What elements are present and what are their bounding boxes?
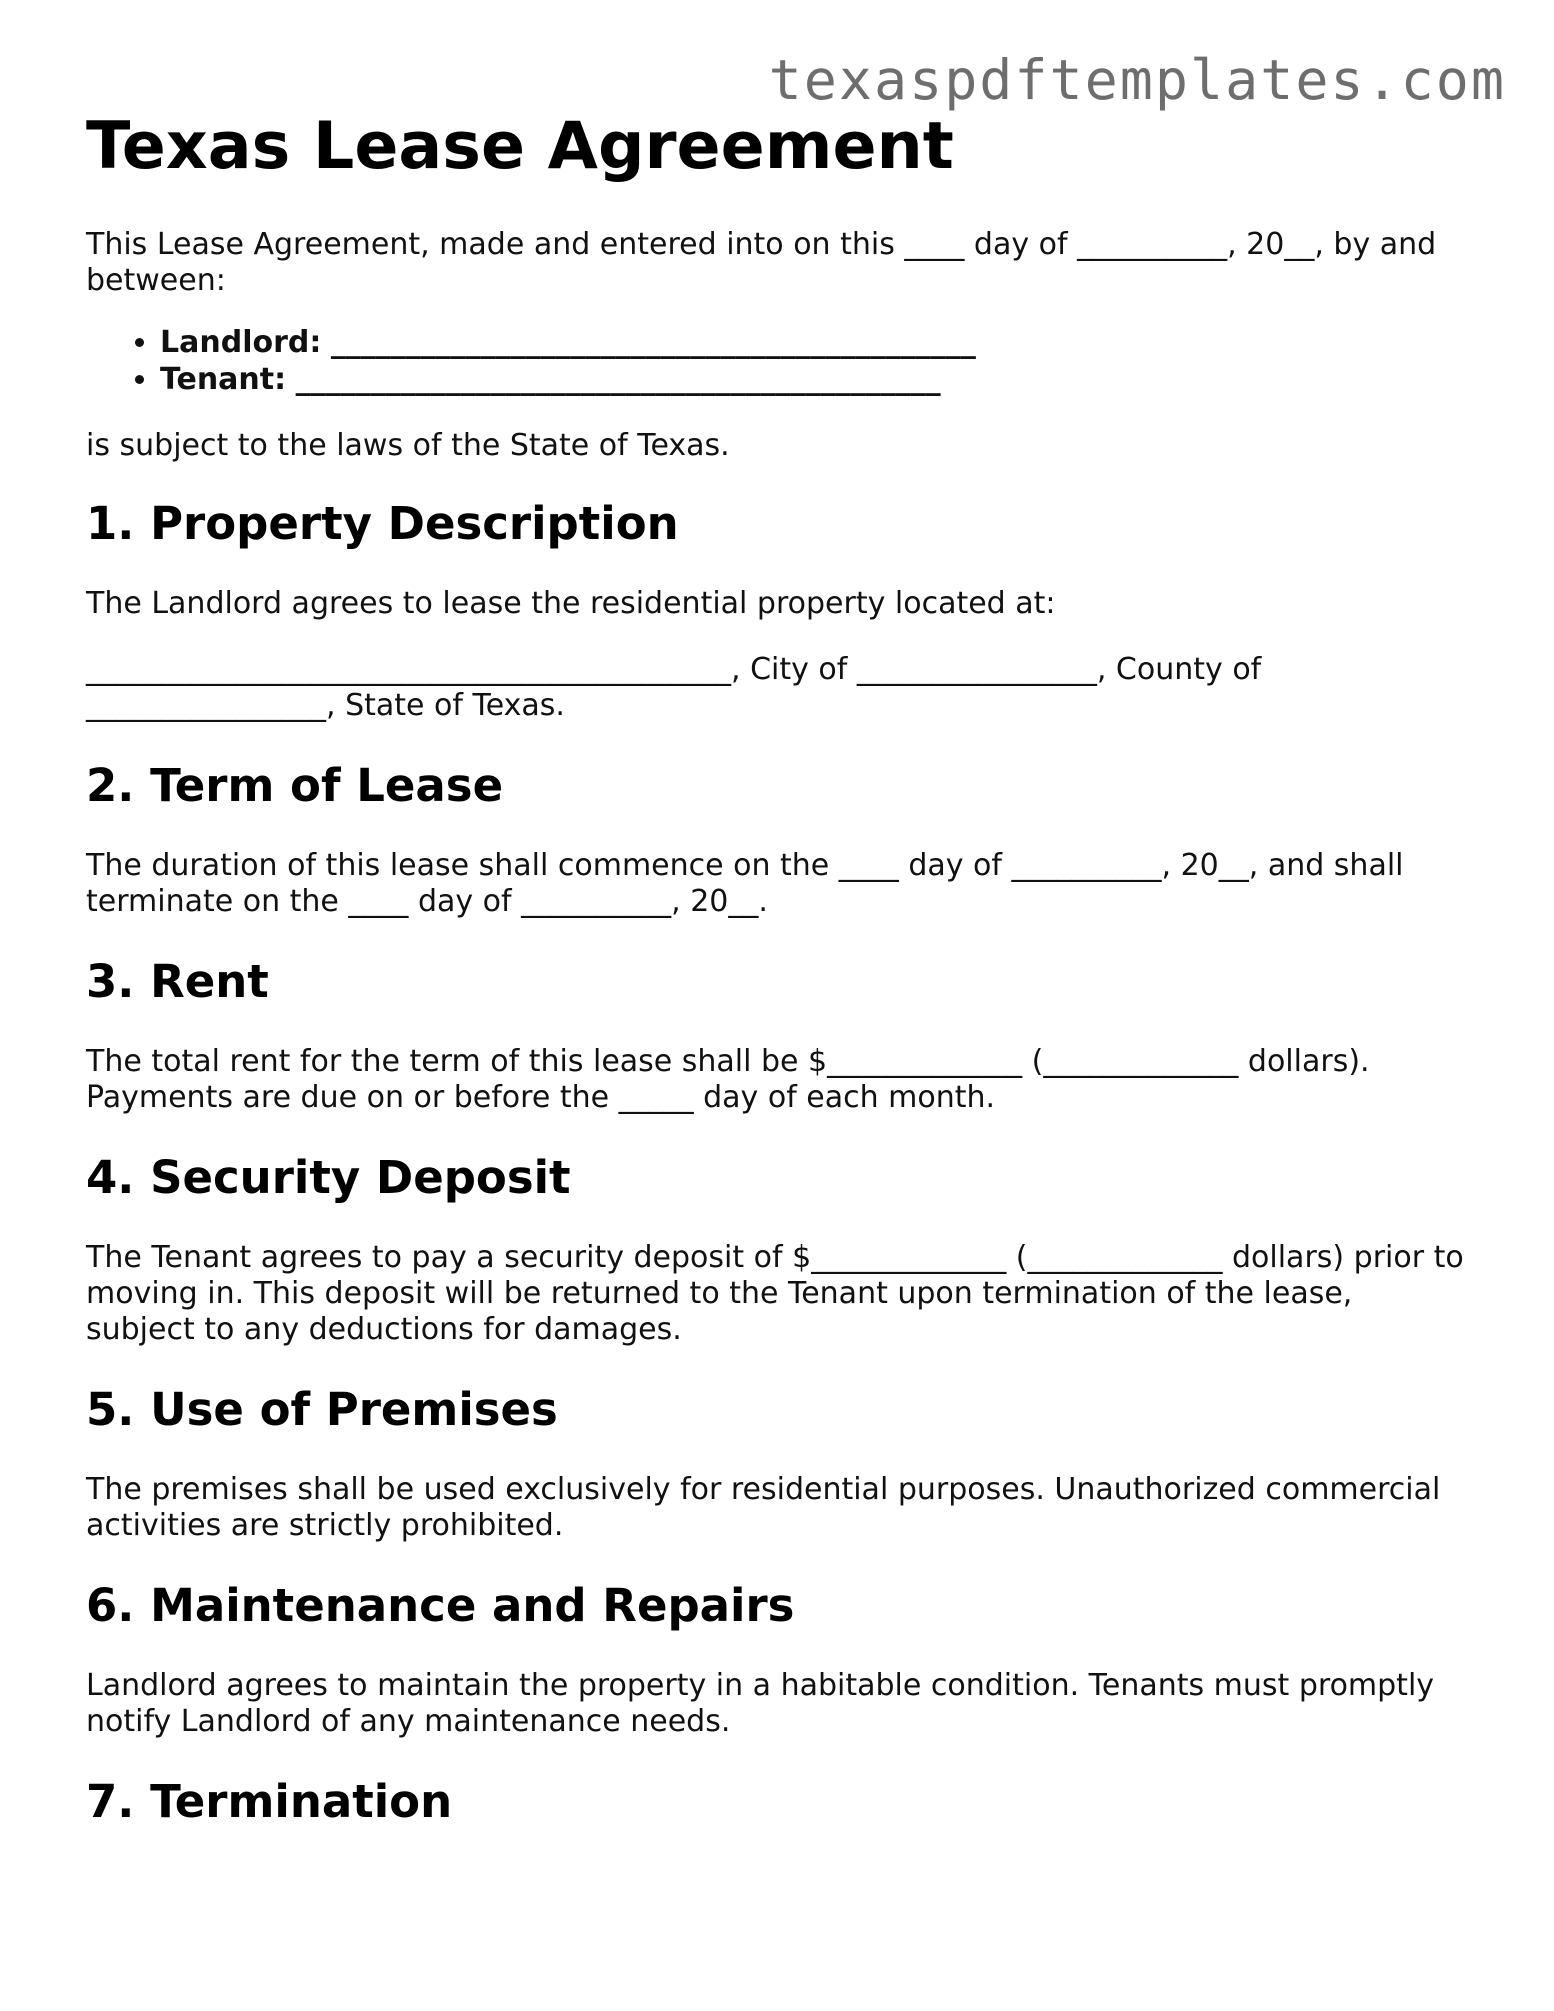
- section-heading-property-description: 1. Property Description: [86, 497, 679, 550]
- section-heading-termination: 7. Termination: [86, 1775, 453, 1828]
- party-landlord-blank: ___________________________________________: [330, 325, 976, 360]
- section-paragraph: ___________________________________________, City of ________________, County of ________________, State of Texas.: [86, 652, 1262, 723]
- section-heading-term-of-lease: 2. Term of Lease: [86, 759, 504, 812]
- section-paragraph: Landlord agrees to maintain the property in a habitable condition. Tenants must promptly notify Landlord of any maintenance needs.: [86, 1668, 1435, 1739]
- section-paragraph: The Landlord agrees to lease the residential property located at:: [86, 586, 1056, 621]
- document-title: Texas Lease Agreement: [86, 109, 954, 184]
- watermark: texaspdftemplates.com: [768, 48, 1506, 112]
- section-paragraph: The duration of this lease shall commence on the ____ day of __________, 20__, and shall terminate on the ____ day of __________, 20__.: [86, 848, 1404, 919]
- subject-paragraph: is subject to the laws of the State of Texas.: [86, 428, 730, 463]
- section-heading-security-deposit: 4. Security Deposit: [86, 1151, 571, 1204]
- party-tenant-label: Tenant:: [160, 362, 287, 397]
- section-heading-rent: 3. Rent: [86, 955, 269, 1008]
- section-paragraph: The Tenant agrees to pay a security deposit of $_____________ (_____________ dollars) prior to moving in. This deposit will be returned to the Tenant upon termination of the lease, subject to any deductions for damages.: [86, 1240, 1464, 1347]
- section-heading-use-of-premises: 5. Use of Premises: [86, 1383, 558, 1436]
- document: [86, 108, 1466, 1830]
- parties-list: [86, 324, 1466, 398]
- party-tenant: [160, 361, 1466, 398]
- section-paragraph: The total rent for the term of this lease shall be $_____________ (_____________ dollars). Payments are due on or before the _____ day of each month.: [86, 1044, 1370, 1115]
- section-heading-maintenance-and-repairs: 6. Maintenance and Repairs: [86, 1579, 795, 1632]
- party-landlord-label: Landlord:: [160, 325, 322, 360]
- intro-paragraph: This Lease Agreement, made and entered into on this ____ day of __________, 20__, by and between:: [86, 227, 1437, 298]
- party-landlord: [160, 324, 1466, 361]
- section-paragraph: The premises shall be used exclusively for residential purposes. Unauthorized commercial activities are strictly prohibited.: [86, 1472, 1441, 1543]
- party-tenant-blank: ___________________________________________: [295, 362, 941, 397]
